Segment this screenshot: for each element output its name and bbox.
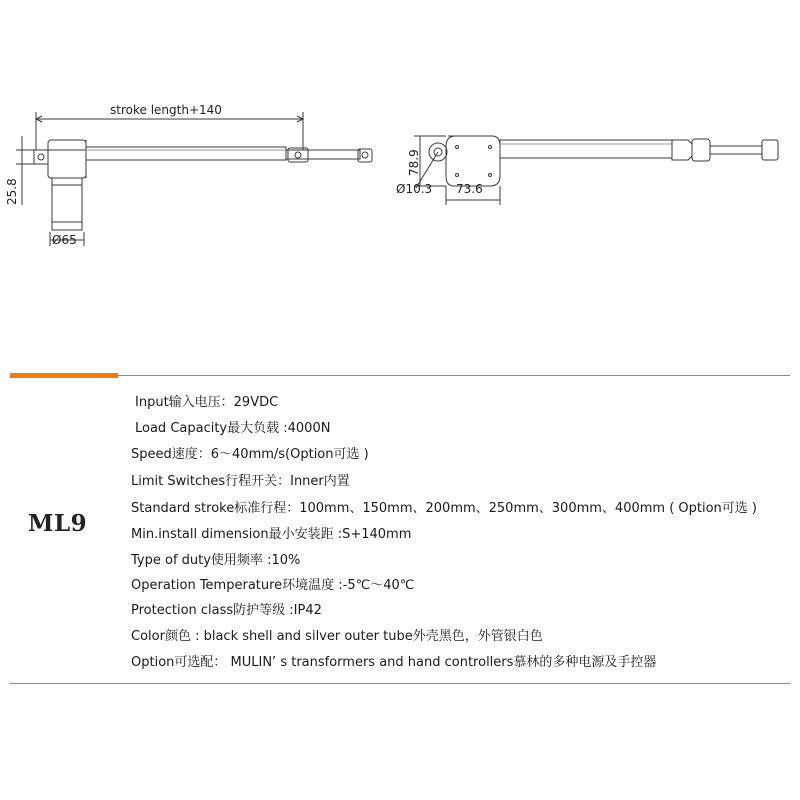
spec-min-install-dimension: Min.install dimension最小安装距 :S+140mm [131,527,412,542]
actuator-technical-drawing [0,0,800,330]
dimension-diameter-65: Ø65 [52,233,77,247]
model-name: ML9 [28,510,88,537]
stroke-length-label: stroke length+140 [110,103,222,117]
side-view-drawing [16,112,372,246]
spec-load-capacity: Load Capacity最大负载 :4000N [135,421,331,436]
bottom-divider [10,683,790,684]
spec-option: Option可选配： MULIN’ s transformers and hand controllers慕林的多种电源及手控器 [131,655,657,670]
top-divider [10,375,790,376]
accent-bar [10,373,118,378]
spec-standard-stroke: Standard stroke标准行程：100mm、150mm、200mm、250mm、300mm、400mm ( Option可选 ) [131,501,757,516]
spec-color: Color颜色 : black shell and silver outer tube外壳黑色，外管银白色 [131,629,543,644]
spec-limit-switches: Limit Switches行程开关：Inner内置 [131,474,350,489]
spec-protection-class: Protection class防护等级 :IP42 [131,603,322,618]
dimension-73-6: 73.6 [456,182,483,196]
spec-operation-temperature: Operation Temperature环境温度 :-5℃～40℃ [131,578,415,593]
dimension-diameter-10-3: Ø10.3 [396,182,433,196]
spec-type-of-duty: Type of duty使用频率 :10% [131,553,301,568]
dimension-25-8: 25.8 [5,178,19,205]
spec-speed: Speed速度：6～40mm/s(Option可选 ) [131,447,369,462]
spec-input-voltage: Input输入电压：29VDC [135,395,279,410]
dimension-78-9: 78.9 [407,149,421,176]
